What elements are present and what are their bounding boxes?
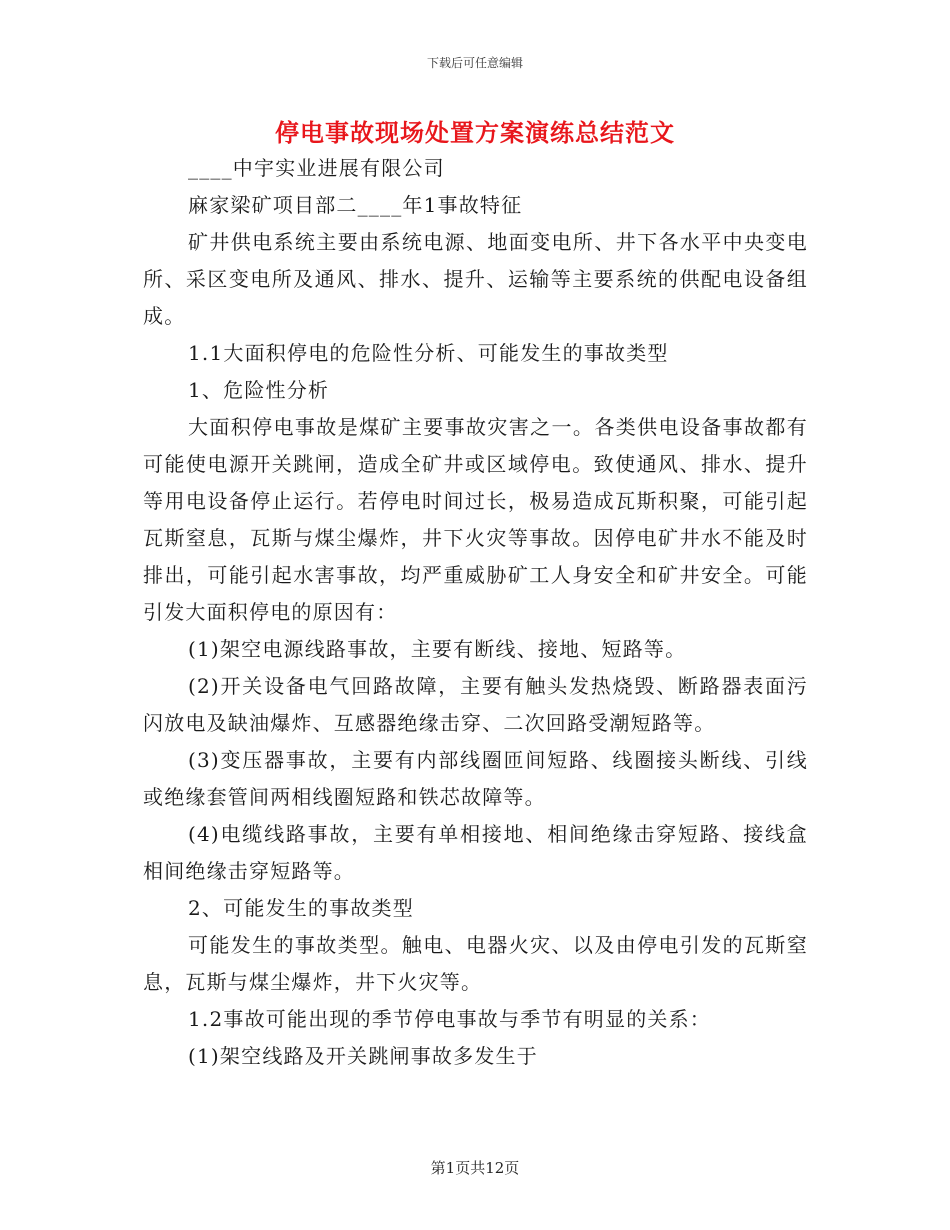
document-body [143, 150, 808, 1075]
list-item-4: (4)电缆线路事故，主要有单相接地、相间绝缘击穿短路、接线盒相间绝缘击穿短路等。 [143, 822, 808, 883]
list-item-2: (2)开关设备电气回路故障，主要有触头发热烧毁、断路器表面污闪放电及缺油爆炸、互感器绝缘击穿、二次回路受潮短路等。 [143, 674, 808, 735]
paragraph-accident-types: 可能发生的事故类型。触电、电器火灾、以及由停电引发的瓦斯窒息，瓦斯与煤尘爆炸，井下火灾等。 [143, 933, 808, 994]
heading-risk-analysis: 1、危险性分析 [188, 378, 330, 402]
heading-1-1: 1.1大面积停电的危险性分析、可能发生的事故类型 [188, 341, 669, 365]
list-item-1: (1)架空电源线路事故，主要有断线、接地、短路等。 [188, 637, 687, 661]
paragraph-company: ____中宇实业进展有限公司 [188, 156, 445, 180]
paragraph-risk-analysis: 大面积停电事故是煤矿主要事故灾害之一。各类供电设备事故都有可能使电源开关跳闸，造成全矿井或区域停电。致使通风、排水、提升等用电设备停止运行。若停电时间过长，极易造成瓦斯积聚，可能引起瓦斯窒息，瓦斯与煤尘爆炸，井下火灾等事故。因停电矿井水不能及时排出，可能引起水害事故，均严重威胁矿工人身安全和矿井安全。可能引发大面积停电的原因有： [143, 415, 808, 624]
list-item-season-1: (1)架空线路及开关跳闸事故多发生于 [188, 1044, 538, 1068]
heading-1-2: 1.2事故可能出现的季节停电事故与季节有明显的关系： [188, 1007, 712, 1031]
header-note: 下载后可任意编辑 [426, 56, 523, 70]
document-title: 停电事故现场处置方案演练总结范文 [275, 118, 675, 147]
paragraph-project-dept: 麻家梁矿项目部二____年1事故特征 [188, 193, 523, 217]
page-number: 第1页共12页 [430, 1159, 520, 1177]
list-item-3: (3)变压器事故，主要有内部线圈匝间短路、线圈接头断线、引线或绝缘套管间两相线圈短路和铁芯故障等。 [143, 748, 808, 809]
heading-accident-types: 2、可能发生的事故类型 [188, 896, 414, 920]
paragraph-power-system: 矿井供电系统主要由系统电源、地面变电所、井下各水平中央变电所、采区变电所及通风、排水、提升、运输等主要系统的供配电设备组成。 [143, 230, 808, 328]
